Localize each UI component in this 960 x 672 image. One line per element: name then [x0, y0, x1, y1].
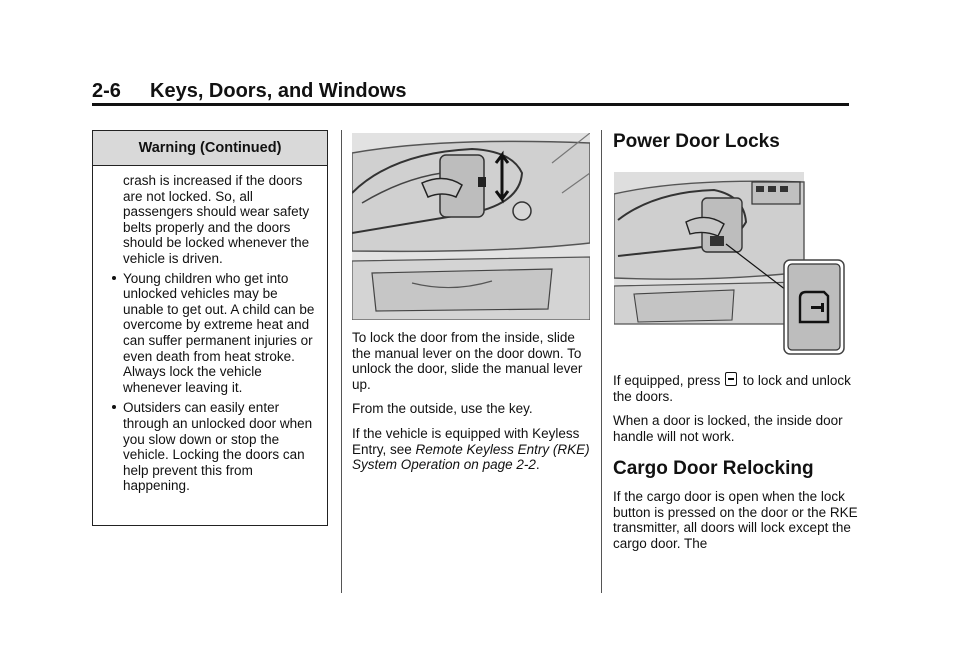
rke-suffix: .	[535, 457, 540, 473]
cargo-door-paragraph: If the cargo door is open when the lock button is pressed on the door or the RKE transmitter, all doors will lock except the cargo door. The	[613, 489, 858, 551]
power-lock-text	[613, 372, 858, 453]
door-lever-drawing	[352, 133, 590, 320]
power-lock-paragraph	[613, 372, 858, 404]
door-lever-illustration	[352, 133, 590, 320]
cargo-door-text	[613, 489, 858, 560]
power-lock-drawing	[614, 172, 846, 356]
door-lock-icon	[725, 372, 737, 386]
warning-title: Warning (Continued)	[93, 131, 327, 166]
power-lock-illustration	[614, 172, 846, 356]
warning-box	[92, 130, 328, 526]
power-lock-suffix: to lock and unlock the doors.	[613, 373, 851, 404]
power-lock-prefix: If equipped, press	[613, 373, 725, 388]
section-title: Keys, Doors, and Windows	[150, 80, 407, 102]
warning-continuation: crash is increased if the doors are not locked. So, all passengers should wear safety belts properly and the doors should be locked whenever the vehicle is driven.	[123, 173, 310, 266]
warning-body	[93, 166, 327, 494]
rke-prefix: If the vehicle is equipped with Keyless Entry, see	[352, 425, 580, 457]
page-number: 2-6	[92, 80, 121, 102]
page-header	[92, 80, 407, 103]
manual-lock-text	[352, 330, 592, 482]
rke-paragraph	[352, 426, 592, 473]
key-paragraph: From the outside, use the key.	[352, 401, 533, 417]
header-rule	[92, 103, 849, 106]
column-divider-left	[341, 130, 342, 593]
power-door-locks-heading: Power Door Locks	[613, 131, 780, 152]
cargo-door-heading: Cargo Door Relocking	[613, 458, 814, 479]
rke-reference-link[interactable]: Remote Keyless Entry (RKE) System Operation on page 2-2	[352, 441, 590, 473]
warning-bullet: Young children who get into unlocked vehicles may be unable to get out. A child can be overcome by extreme heat and can suffer permanent injuries or even death from heat stroke. Always lock the vehicle whenever leaving it.	[123, 271, 319, 396]
warning-bullet: Outsiders can easily enter through an unlocked door when you slow down or stop the vehicle. Locking the doors can help prevent this from happening.	[123, 400, 319, 494]
column-divider-right	[601, 130, 602, 593]
inside-handle-paragraph: When a door is locked, the inside door handle will not work.	[613, 413, 843, 444]
manual-lock-paragraph: To lock the door from the inside, slide the manual lever on the door down. To unlock the door, slide the manual lever up.	[352, 330, 583, 392]
